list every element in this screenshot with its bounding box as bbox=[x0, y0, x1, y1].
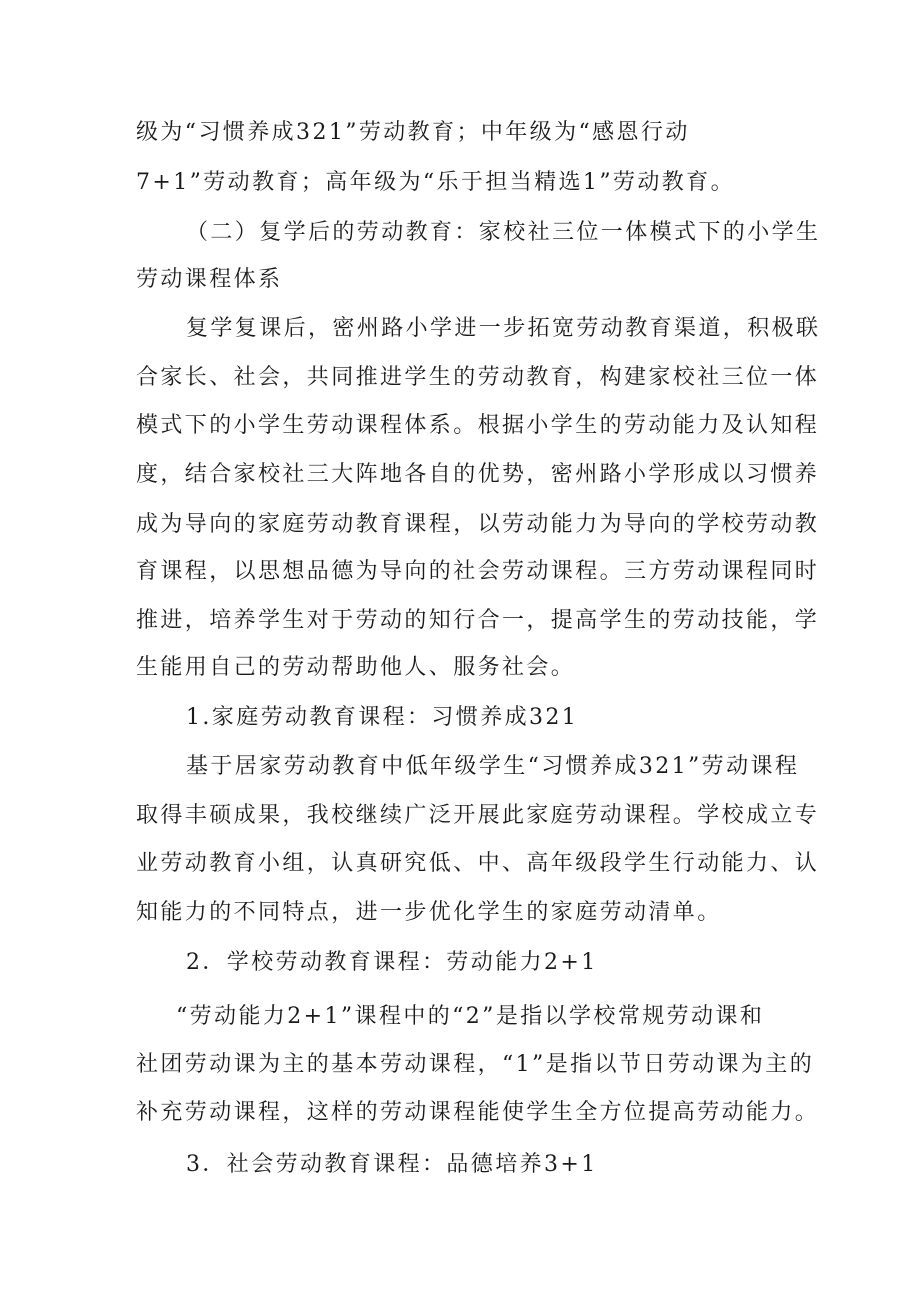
section-heading-continued: 劳动课程体系 bbox=[136, 267, 283, 292]
paragraph-line: 合家长、社会，共同推进学生的劳动教育，构建家校社三位一体 bbox=[136, 365, 820, 390]
body-line: 7+1”劳动教育；高年级为“乐于担当精选1”劳动教育。 bbox=[136, 170, 735, 195]
body-line: 级为“习惯养成321”劳动教育；中年级为“感恩行动 bbox=[136, 120, 690, 145]
paragraph-line: 取得丰硕成果，我校继续广泛开展此家庭劳动课程。学校成立专 bbox=[136, 803, 820, 828]
section-heading: （二）复学后的劳动教育：家校社三位一体模式下的小学生 bbox=[186, 220, 821, 245]
subsection-heading-2: 2．学校劳动教育课程：劳动能力2+1 bbox=[186, 950, 598, 975]
paragraph-line: 生能用自己的劳动帮助他人、服务社会。 bbox=[136, 655, 576, 680]
paragraph-line: 基于居家劳动教育中低年级学生“习惯养成321”劳动课程 bbox=[186, 754, 800, 779]
paragraph-line: 成为导向的家庭劳动教育课程，以劳动能力为导向的学校劳动教 bbox=[136, 512, 820, 537]
subsection-heading-3: 3．社会劳动教育课程：品德培养3+1 bbox=[186, 1152, 598, 1177]
subsection-heading-1: 1.家庭劳动教育课程：习惯养成321 bbox=[186, 705, 579, 730]
paragraph-line: 复学复课后，密州路小学进一步拓宽劳动教育渠道，积极联 bbox=[186, 316, 821, 341]
paragraph-line: 模式下的小学生劳动课程体系。根据小学生的劳动能力及认知程 bbox=[136, 413, 820, 438]
paragraph-line: “劳动能力2+1”课程中的“2”是指以学校常规劳动课和 bbox=[176, 1004, 765, 1029]
paragraph-line: 补充劳动课程，这样的劳动课程能使学生全方位提高劳动能力。 bbox=[136, 1100, 820, 1125]
paragraph-line: 业劳动教育小组，认真研究低、中、高年级段学生行动能力、认 bbox=[136, 851, 820, 876]
paragraph-line: 度，结合家校社三大阵地各自的优势，密州路小学形成以习惯养 bbox=[136, 462, 820, 487]
paragraph-line: 知能力的不同特点，进一步优化学生的家庭劳动清单。 bbox=[136, 900, 722, 925]
paragraph-line: 社团劳动课为主的基本劳动课程，“1”是指以节日劳动课为主的 bbox=[136, 1052, 815, 1077]
paragraph-line: 推进，培养学生对于劳动的知行合一，提高学生的劳动技能，学 bbox=[136, 608, 820, 633]
paragraph-line: 育课程，以思想品德为导向的社会劳动课程。三方劳动课程同时 bbox=[136, 559, 820, 584]
